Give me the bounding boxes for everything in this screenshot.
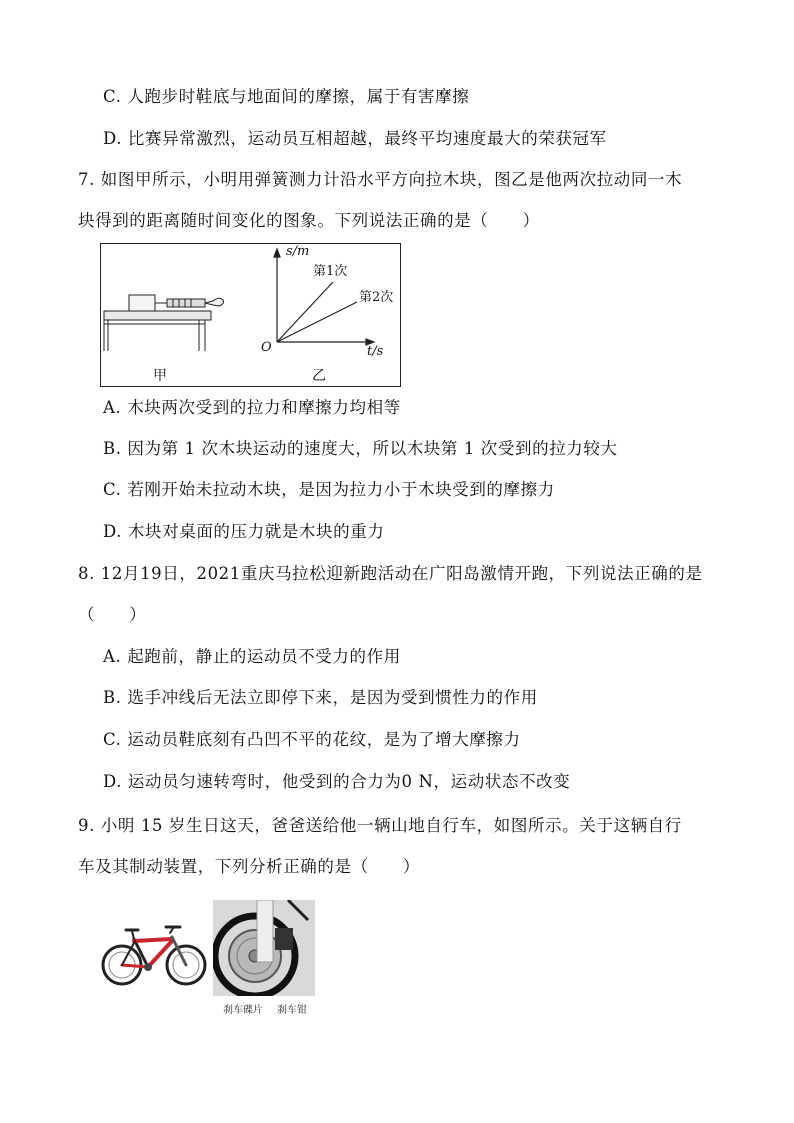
series-line-1	[277, 282, 333, 342]
caption-brake-disc: 刹车碟片	[223, 1005, 263, 1016]
q7-stem-line1: 7. 如图甲所示，小明用弹簧测力计沿水平方向拉木块，图乙是他两次拉动同一木	[78, 170, 683, 189]
q8-option-d: D. 运动员匀速转弯时，他受到的合力为0 N，运动状态不改变	[103, 772, 571, 791]
tabletop	[104, 311, 211, 320]
q8-stem-line1: 8. 12月19日，2021重庆马拉松迎新跑活动在广阳岛激情开跑，下列说法正确的是	[78, 564, 703, 583]
y-axis-label: s/m	[286, 244, 310, 259]
q9-stem-line1: 9. 小明 15 岁生日这天，爸爸送给他一辆山地自行车，如图所示。关于这辆自行	[78, 816, 682, 835]
q7-option-b: B. 因为第 1 次木块运动的速度大，所以木块第 1 次受到的拉力较大	[103, 439, 618, 458]
caption-brake-caliper: 刹车钳	[277, 1005, 307, 1016]
brake-closeup	[213, 900, 315, 996]
origin-label: O	[261, 340, 272, 355]
wood-block	[129, 295, 155, 311]
hand	[205, 298, 224, 306]
fork-leg	[257, 900, 273, 962]
bicycle-figure	[100, 915, 208, 995]
q8-option-c: C. 运动员鞋底刻有凸凹不平的花纹，是为了增大摩擦力	[103, 730, 521, 749]
q7-figure-drawing	[101, 244, 400, 386]
q6-option-d: D. 比赛异常激烈，运动员互相超越，最终平均速度最大的荣获冠军	[103, 129, 607, 148]
x-axis-label: t/s	[367, 344, 384, 359]
q9-stem-line2: 车及其制动装置，下列分析正确的是（ ）	[78, 857, 420, 876]
q7-option-d: D. 木块对桌面的压力就是木块的重力	[103, 522, 385, 541]
top-tube	[134, 939, 172, 941]
crank	[144, 963, 152, 971]
series-1-label: 第1次	[313, 264, 348, 279]
q8-option-a: A. 起跑前，静止的运动员不受力的作用	[103, 647, 401, 666]
q6-option-c: C. 人跑步时鞋底与地面间的摩擦，属于有害摩擦	[103, 87, 470, 106]
brake-caliper	[275, 928, 293, 950]
label-yi: 乙	[312, 368, 326, 384]
q7-stem-line2: 块得到的距离随时间变化的图象。下列说法正确的是（ ）	[78, 211, 540, 230]
y-axis-arrow	[274, 249, 280, 257]
q8-option-b: B. 选手冲线后无法立即停下来，是因为受到惯性力的作用	[103, 688, 538, 707]
q7-option-a: A. 木块两次受到的拉力和摩擦力均相等	[103, 398, 401, 417]
series-line-2	[277, 302, 357, 342]
q8-stem-line2: （ ）	[78, 605, 147, 624]
series-2-label: 第2次	[359, 290, 394, 305]
table-illustration	[104, 295, 224, 351]
q7-figure	[100, 243, 401, 387]
label-jia: 甲	[153, 368, 167, 384]
q7-option-c: C. 若刚开始未拉动木块，是因为拉力小于木块受到的摩擦力	[103, 480, 555, 499]
